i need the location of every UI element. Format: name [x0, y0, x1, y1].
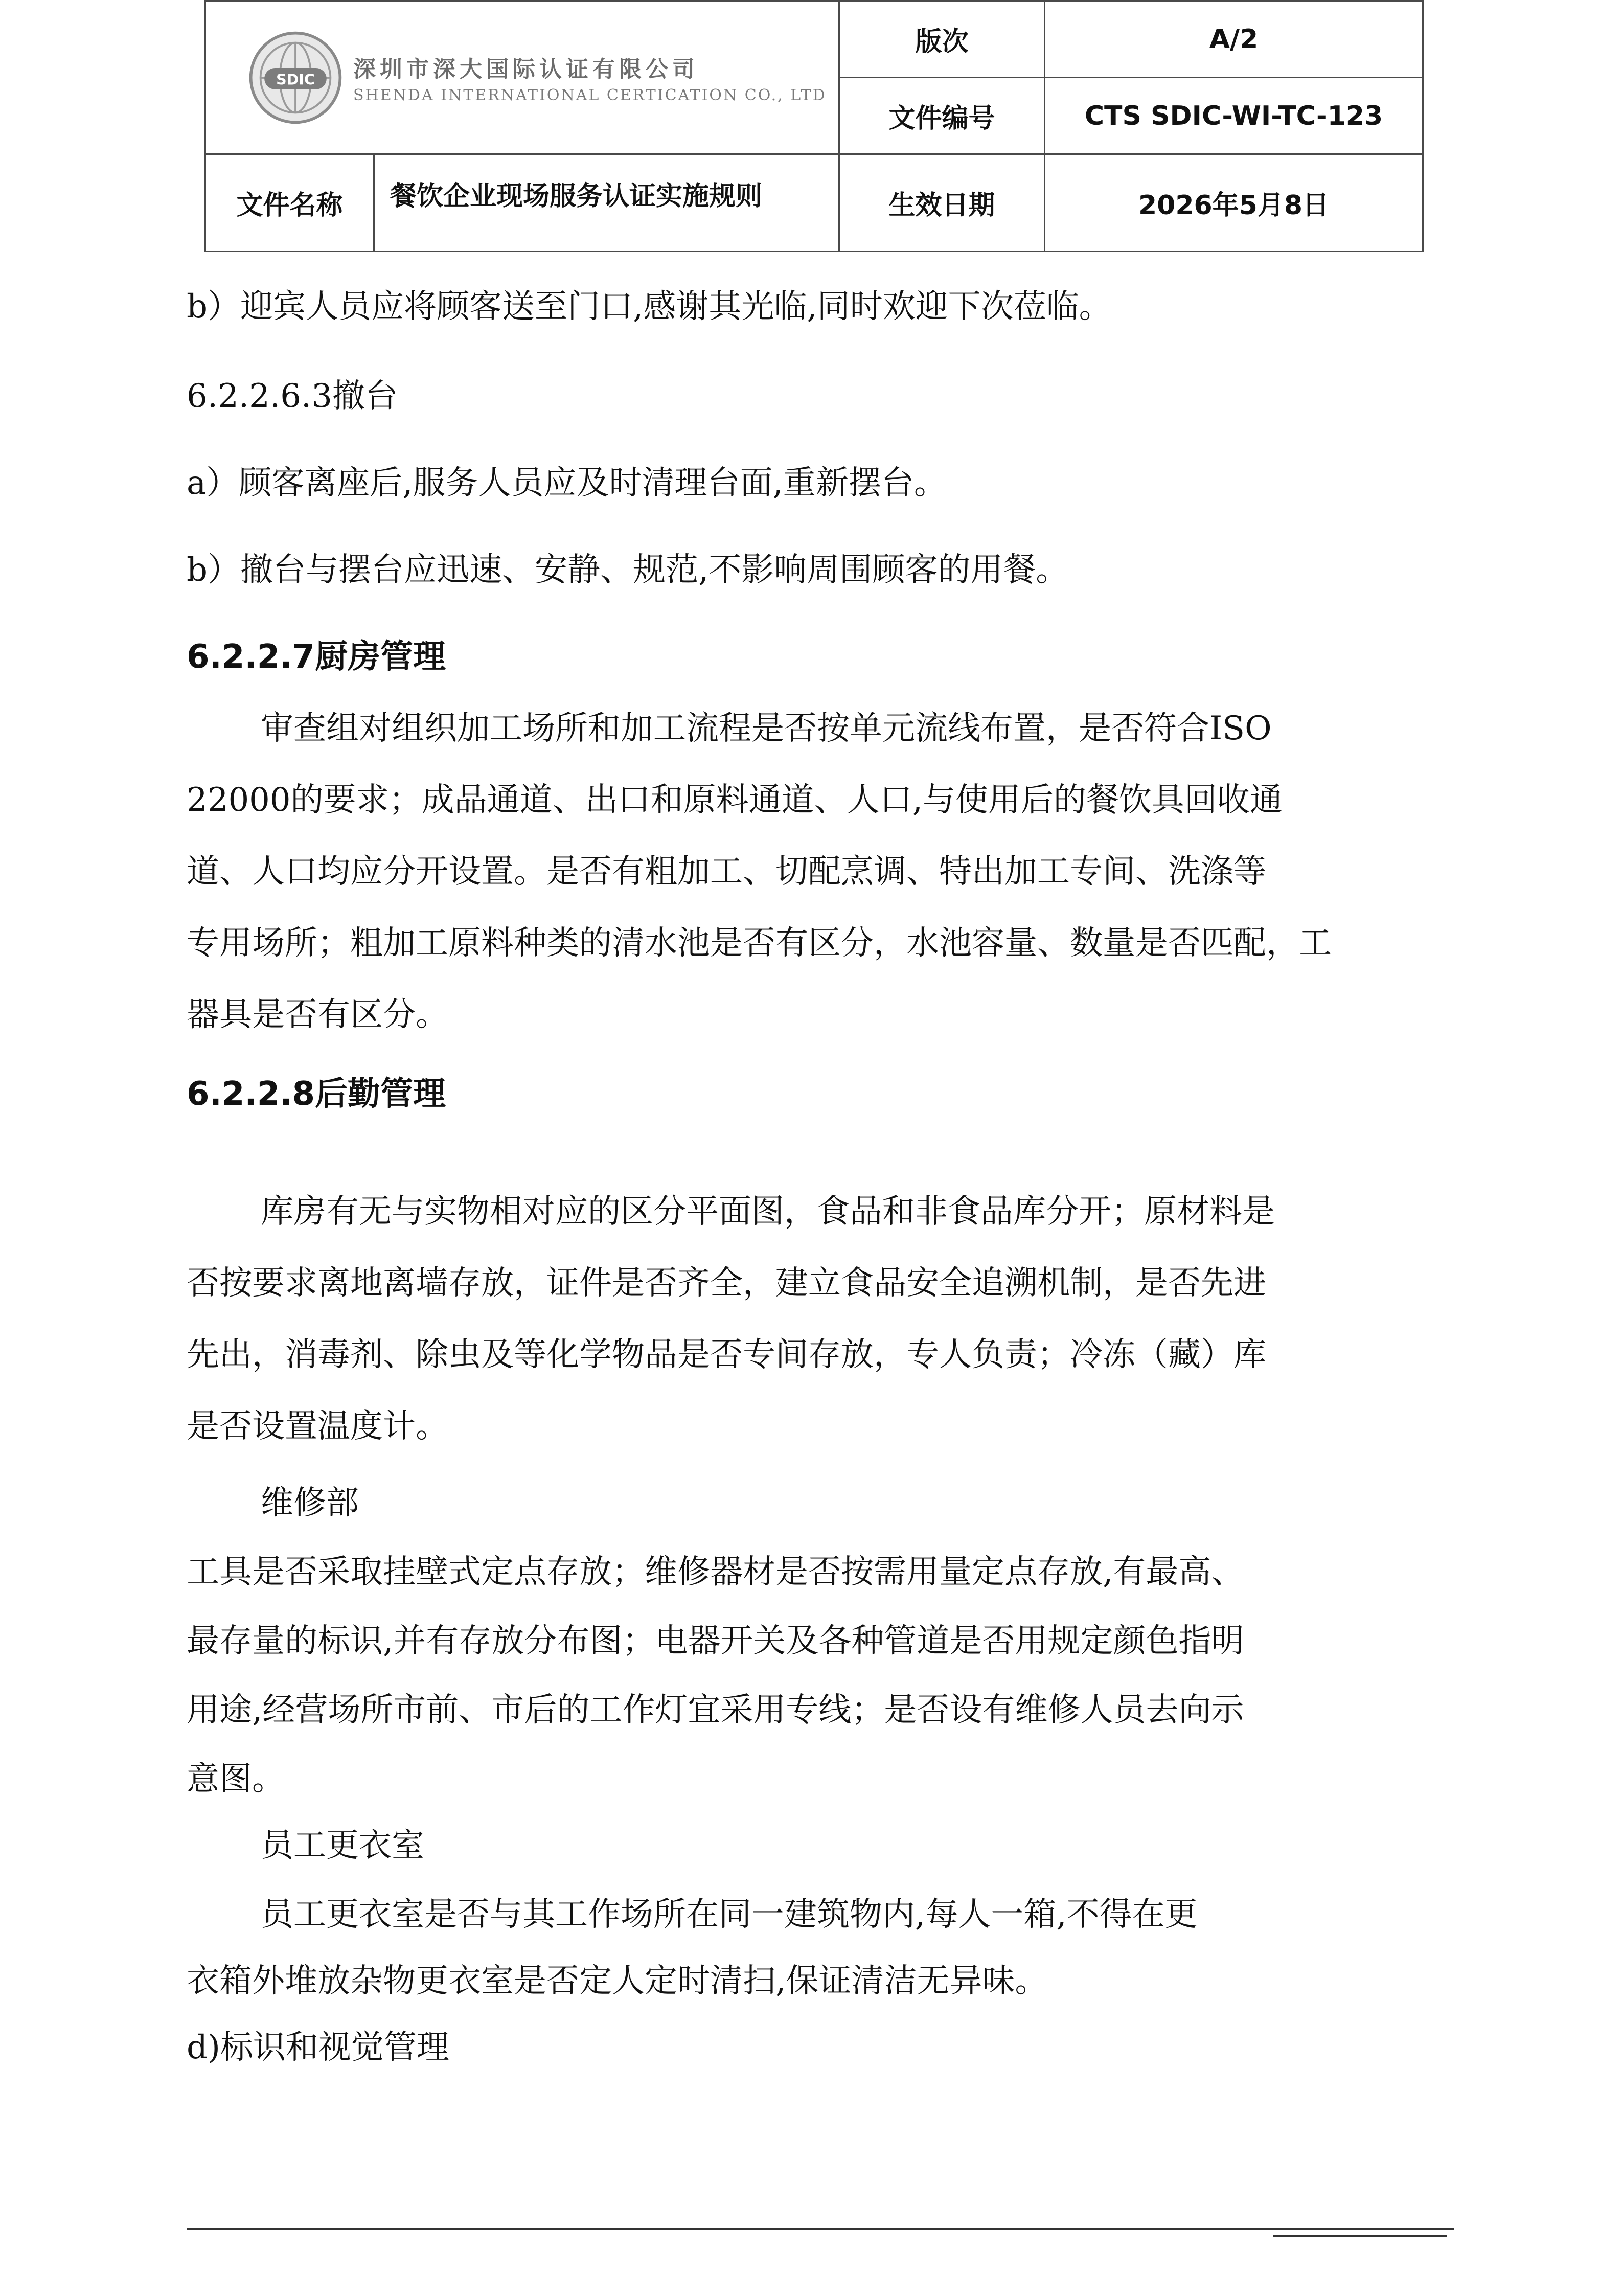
section-heading: 6.2.2.7厨房管理	[187, 638, 446, 676]
document-name-label: 文件名称	[205, 154, 374, 252]
document-number-value: CTS SDIC-WI-TC-123	[1045, 78, 1423, 154]
paragraph-line: 库房有无与实物相对应的区分平面图，食品和非食品库分开；原材料是	[261, 1193, 1275, 1231]
effective-date-value: 2026年5月8日	[1045, 154, 1423, 252]
paragraph-line: 衣箱外堆放杂物更衣室是否定人定时清扫,保证清洁无异味。	[187, 1962, 1048, 2000]
section-heading: 6.2.2.6.3撤台	[187, 377, 398, 415]
company-name-cn: 深圳市深大国际认证有限公司	[353, 56, 699, 82]
paragraph-line: 专用场所；粗加工原料种类的清水池是否有区分，水池容量、数量是否匹配，工	[187, 924, 1332, 962]
section-heading: 6.2.2.8后勤管理	[187, 1075, 446, 1113]
subsection-heading: 员工更衣室	[261, 1827, 424, 1865]
footer-short-divider	[1273, 2235, 1447, 2237]
paragraph-line: 否按要求离地离墙存放，证件是否齐全，建立食品安全追溯机制，是否先进	[187, 1264, 1266, 1302]
company-name-en: SHENDA INTERNATIONAL CERTICATION CO., LTD	[353, 86, 827, 104]
footer-divider	[187, 2228, 1454, 2230]
document-header-table	[204, 0, 1424, 252]
version-label: 版次	[839, 1, 1045, 78]
version-value: A/2	[1045, 1, 1423, 78]
paragraph-line: a）顾客离座后,服务人员应及时清理台面,重新摆台。	[187, 464, 947, 502]
company-logo-icon	[247, 29, 344, 126]
subsection-heading: d)标识和视觉管理	[187, 2029, 449, 2066]
company-logo-cell	[205, 1, 839, 154]
subsection-heading: 维修部	[261, 1484, 359, 1522]
paragraph-line: 最存量的标识,并有存放分布图；电器开关及各种管道是否用规定颜色指明	[187, 1622, 1244, 1660]
paragraph-line: 工具是否采取挂壁式定点存放；维修器材是否按需用量定点存放,有最高、	[187, 1553, 1244, 1591]
paragraph-line: 器具是否有区分。	[187, 996, 448, 1034]
paragraph-line: b）迎宾人员应将顾客送至门口,感谢其光临,同时欢迎下次莅临。	[187, 288, 1112, 326]
paragraph-line: 意图。	[187, 1760, 285, 1798]
paragraph-line: 先出，消毒剂、除虫及等化学物品是否专间存放，专人负责；冷冻（藏）库	[187, 1336, 1266, 1374]
paragraph-line: 道、人口均应分开设置。是否有粗加工、切配烹调、特出加工专间、洗涤等	[187, 853, 1266, 891]
paragraph-line: 审查组对组织加工场所和加工流程是否按单元流线布置，是否符合ISO	[261, 710, 1272, 747]
document-name-value: 餐饮企业现场服务认证实施规则	[374, 154, 839, 252]
paragraph-line: b）撤台与摆台应迅速、安静、规范,不影响周围顾客的用餐。	[187, 551, 1069, 589]
effective-date-label: 生效日期	[839, 154, 1045, 252]
document-number-label: 文件编号	[839, 78, 1045, 154]
paragraph-line: 员工更衣室是否与其工作场所在同一建筑物内,每人一箱,不得在更	[261, 1896, 1198, 1934]
paragraph-line: 用途,经营场所市前、市后的工作灯宜采用专线；是否设有维修人员去向示	[187, 1691, 1244, 1729]
paragraph-line: 22000的要求；成品通道、出口和原料通道、人口,与使用后的餐饮具回收通	[187, 781, 1283, 819]
logo-text: SDIC	[276, 71, 315, 88]
paragraph-line: 是否设置温度计。	[187, 1407, 448, 1445]
